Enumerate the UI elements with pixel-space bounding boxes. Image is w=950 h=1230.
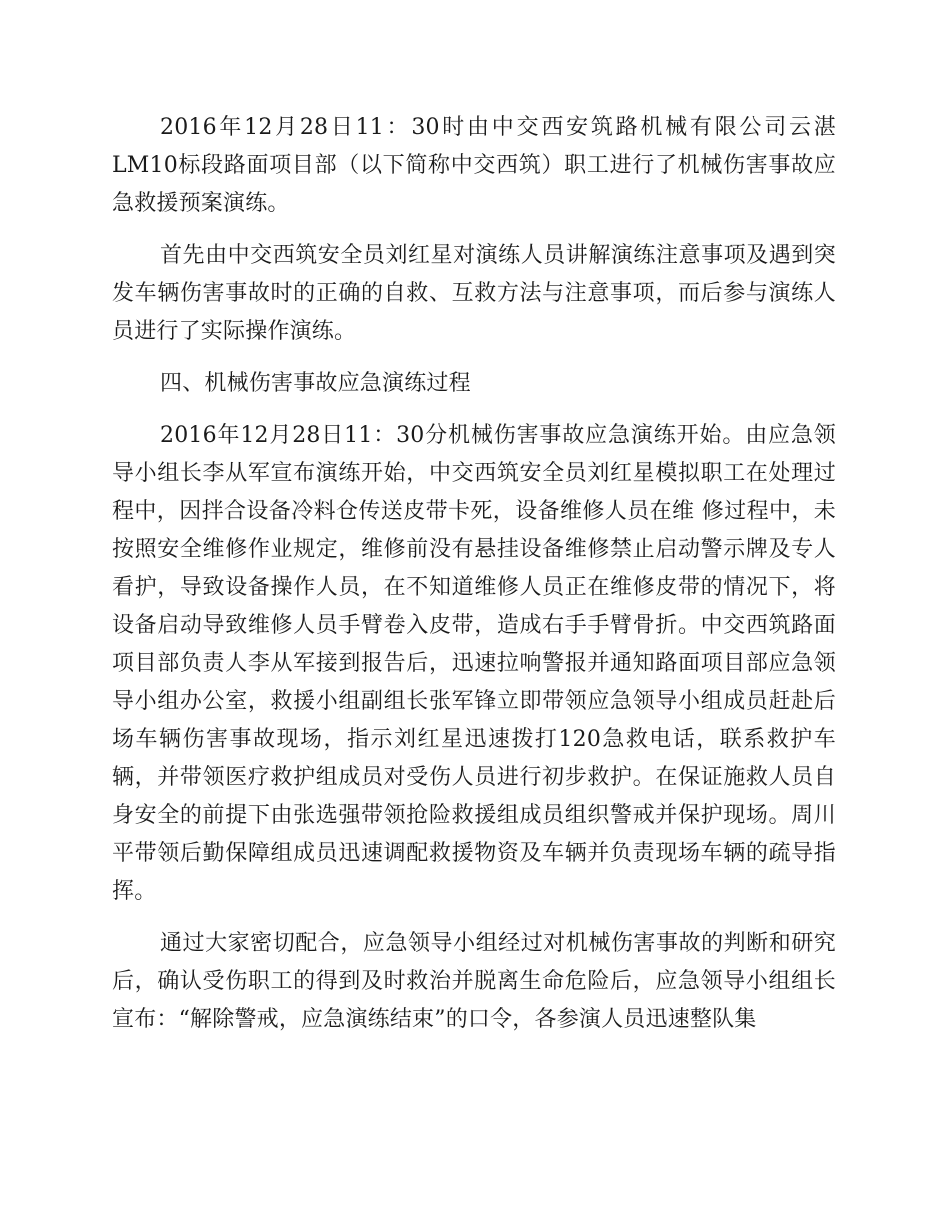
paragraph-intro: 2016年12月28日11：30时由中交西安筑路机械有限公司云湛LM10标段路面项目部（以下简称中交西筑）职工进行了机械伤害事故应急救援预案演练。 bbox=[112, 115, 836, 216]
section-heading: 四、机械伤害事故应急演练过程 bbox=[160, 371, 471, 396]
paragraph-briefing: 首先由中交西筑安全员刘红星对演练人员讲解演练注意事项及遇到突发车辆伤害事故时的正确的自救、互救方法与注意事项，而后参与演练人员进行了实际操作演练。 bbox=[112, 243, 836, 344]
document-body bbox=[112, 109, 836, 1039]
paragraph-conclusion: 通过大家密切配合，应急领导小组经过对机械伤害事故的判断和研究后，确认受伤职工的得到及时救治并脱离生命危险后，应急领导小组组长宣布：“解除警戒，应急演练结束”的口令，各参演人员迅速整队集 bbox=[112, 931, 836, 1032]
paragraph-drill-process: 2016年12月28日11：30分机械伤害事故应急演练开始。由应急领导小组长李从军宣布演练开始，中交西筑安全员刘红星模拟职工在处理过程中，因拌合设备冷料仓传送皮带卡死，设备维修人员在维 修过程中，未按照安全维修作业规定，维修前没有悬挂设备维修禁止启动警示牌及专人看护，导致设备操作人员，在不知道维修人员正在维修皮带的情况下，将设备启动导致维修人员手臂卷入皮带，造成右手手臂骨折。中交西筑路面项目部负责人李从军接到报告后，迅速拉响警报并通知路面项目部应急领导小组办公室，救援小组副组长张军锋立即带领应急领导小组成员赶赴后场车辆伤害事故现场，指示刘红星迅速拨打120急救电话，联系救护车辆，并带领医疗救护组成员对受伤人员进行初步救护。在保证施救人员自身安全的前提下由张选强带领抢险救援组成员组织警戒并保护现场。周川平带领后勤保障组成员迅速调配救援物资及车辆并负责现场车辆的疏导指挥。 bbox=[112, 423, 836, 904]
